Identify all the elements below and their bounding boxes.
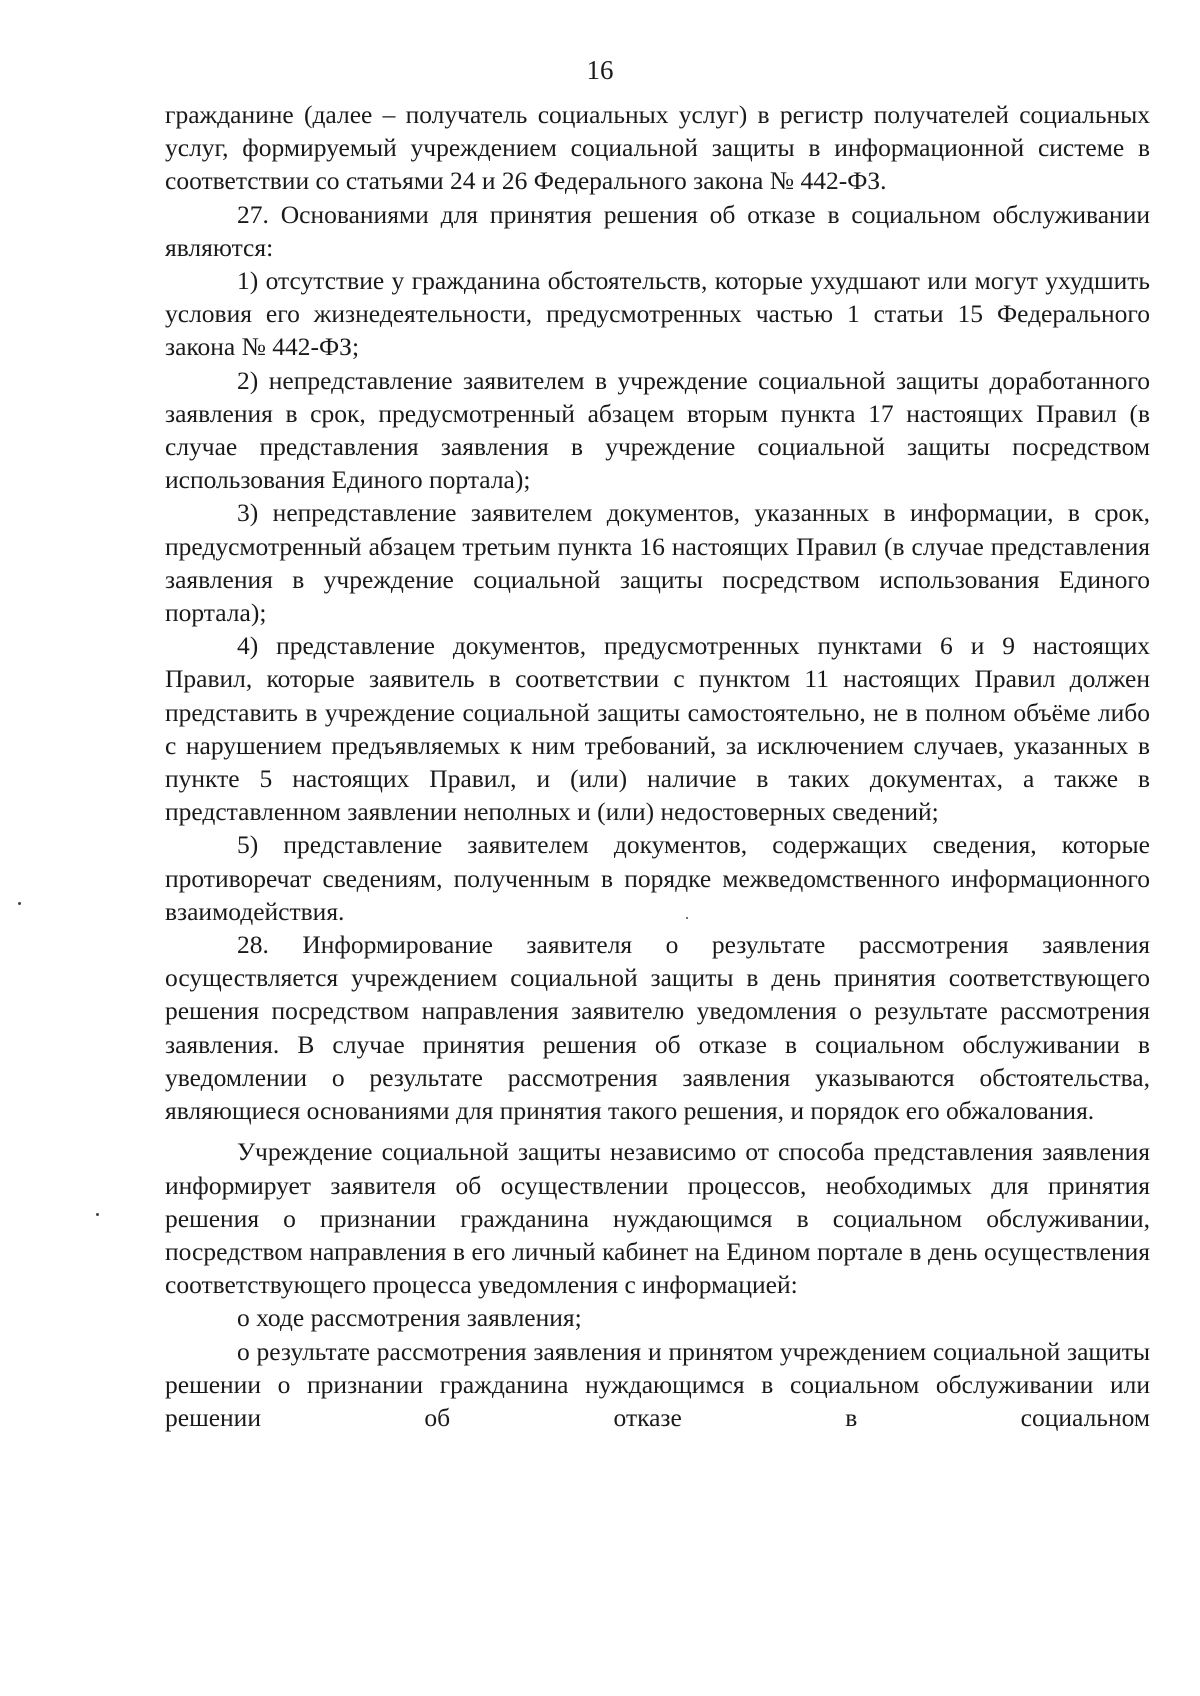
scan-speck [96,1213,99,1216]
paragraph-continuation: гражданине (далее – получатель социальных услуг) в регистр получателей социальных услуг, формируемый учреждением социальной защиты в информационной системе в соответствии со статьями 24 и 26 Федерального закона № 442-ФЗ. [165,100,1150,196]
paragraph-notification-progress: о ходе рассмотрения заявления; [237,1303,582,1333]
page-number: 16 [586,55,614,85]
scan-speck [18,902,21,905]
paragraph-subitem-1: 1) отсутствие у гражданина обстоятельств, которые ухудшают или могут ухудшить условия его жизнедеятельности, предусмотренных частью 1 статьи 15 Федерального закона № 442-ФЗ; [165,266,1150,362]
paragraph-item-28: 28. Информирование заявителя о результате рассмотрения заявления осуществляется учреждением социальной защиты в день принятия соответствующего решения посредством направления заявителю уведомления о результате рассмотрения заявления. В случае принятия решения об отказе в социальном обслуживании в уведомлении о результате рассмотрения заявления указываются обстоятельства, являющиеся основаниями для принятия такого решения, и порядок его обжалования. [165,930,1150,1126]
paragraph-notification-result: о результате рассмотрения заявления и принятом учреждением социальной защиты решении о признании гражданина нуждающимся в социальном обслуживании или решении об отказе в социальном [165,1336,1150,1432]
paragraph-subitem-4: 4) представление документов, предусмотренных пунктами 6 и 9 настоящих Правил, которые заявитель в соответствии с пунктом 11 настоящих Правил должен представить в учреждение социальной защиты самостоятельно, не в полном объёме либо с нарушением предъявляемых к ним требований, за исключением случаев, указанных в пункте 5 настоящих Правил, и (или) наличие в таких документах, а также в представленном заявлении неполных и (или) недостоверных сведений; [165,631,1150,827]
paragraph-notification-intro: Учреждение социальной защиты независимо от способа представления заявления информирует заявителя об осуществлении процессов, необходимых для принятия решения о признании гражданина нуждающимся в социальном обслуживании, посредством направления в его личный кабинет на Едином портале в день осуществления соответствующего процесса уведомления с информацией: [165,1137,1150,1300]
paragraph-item-27: 27. Основаниями для принятия решения об отказе в социальном обслуживании являются: [165,199,1150,262]
paragraph-subitem-2: 2) непредставление заявителем в учреждение социальной защиты доработанного заявления в срок, предусмотренный абзацем вторым пункта 17 настоящих Правил (в случае представления заявления в учреждение социальной защиты посредством использования Единого портала); [165,365,1150,495]
paragraph-subitem-3: 3) непредставление заявителем документов, указанных в информации, в срок, предусмотренный абзацем третьим пункта 16 настоящих Правил (в случае представления заявления в учреждение социальной защиты посредством использования Единого портала); [165,498,1150,628]
scan-speck [686,917,688,919]
document-body [165,98,1150,1434]
paragraph-subitem-5: 5) представление заявителем документов, содержащих сведения, которые противоречат сведениям, полученным в порядке межведомственного информационного взаимодействия. [165,830,1150,926]
